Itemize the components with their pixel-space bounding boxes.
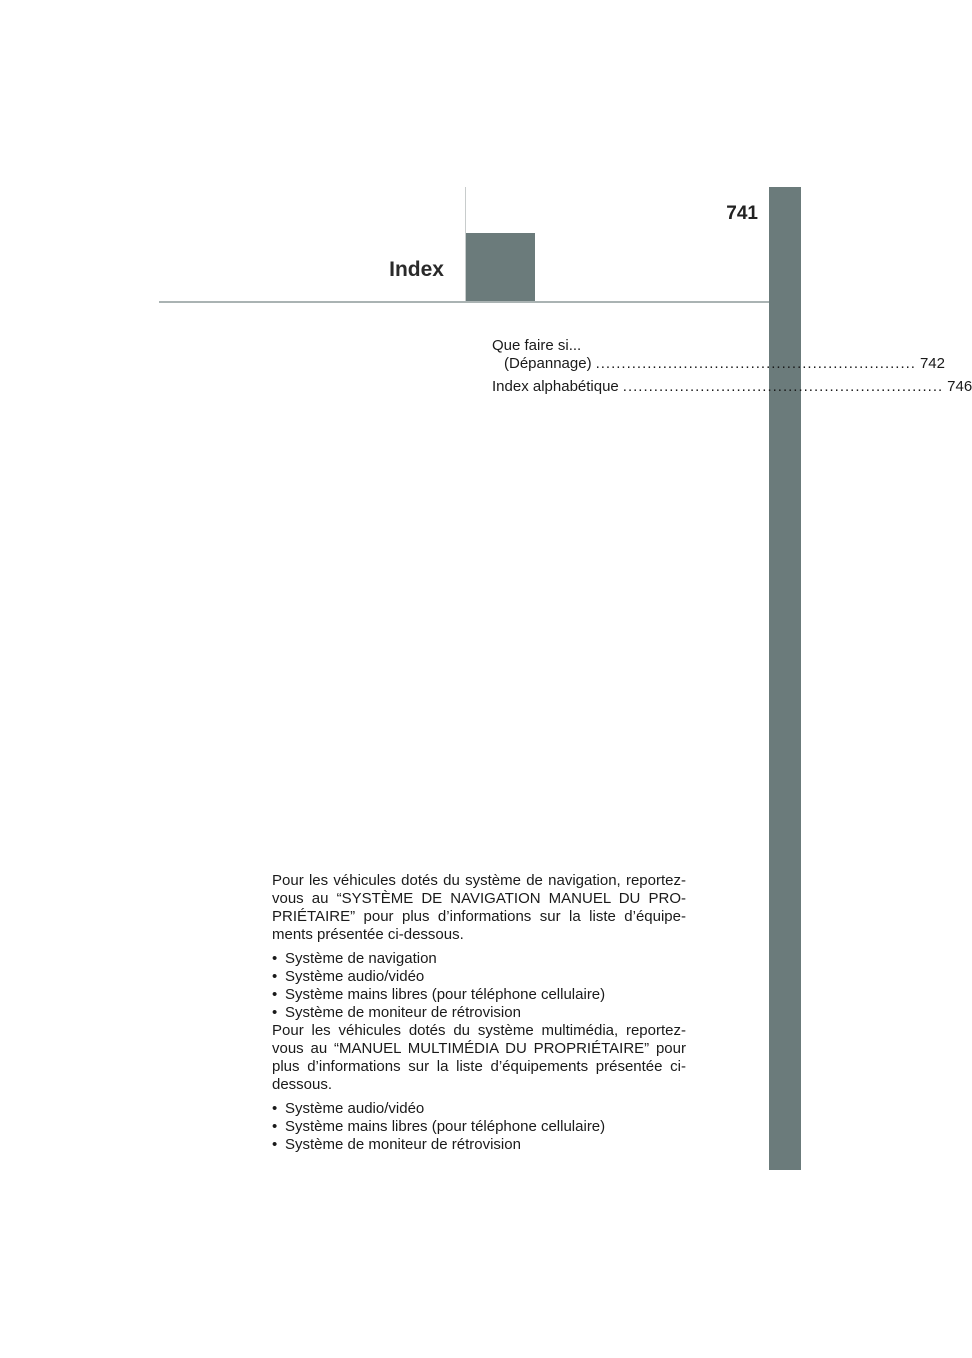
list-item: • Système mains libres (pour téléphone cellulaire) bbox=[272, 1118, 686, 1136]
toc-entry-subtitle: (Dépannage) bbox=[504, 355, 592, 372]
toc-entry-title: Index alphabétique bbox=[492, 378, 619, 395]
list-item: • Système audio/vidéo bbox=[272, 968, 686, 986]
list-item: • Système audio/vidéo bbox=[272, 1100, 686, 1118]
table-of-contents bbox=[492, 337, 972, 401]
toc-dot-leader: .............................................................. bbox=[595, 355, 916, 372]
list-item: • Système mains libres (pour téléphone cellulaire) bbox=[272, 986, 686, 1004]
toc-entry-alphabetical-index[interactable] bbox=[492, 378, 972, 396]
list-item: • Système de moniteur de rétrovision bbox=[272, 1136, 686, 1154]
header-rule bbox=[159, 301, 769, 303]
multimedia-system-paragraph: Pour les véhicules dotés du système multimédia, reportez-vous au “MANUEL MULTIMÉDIA DU PROPRIÉTAIRE” pour plus d’informations sur la liste d’équipements présentée ci-dessous. bbox=[272, 1022, 686, 1093]
toc-entry-troubleshooting[interactable] bbox=[492, 337, 945, 373]
multimedia-notes bbox=[272, 872, 686, 1154]
header-accent-block bbox=[466, 233, 535, 302]
toc-dot-leader: .............................................................. bbox=[622, 378, 944, 395]
navigation-system-paragraph: Pour les véhicules dotés du système de navigation, reportez-vous au “SYSTÈME DE NAVIGATION MANUEL DU PRO-PRIÉTAIRE” pour plus d’informations sur la liste d’équipe-ments présentée ci-dessous. bbox=[272, 872, 686, 943]
toc-entry-page: 746 bbox=[947, 378, 972, 395]
section-title: Index bbox=[389, 258, 444, 281]
list-item: • Système de navigation bbox=[272, 950, 686, 968]
toc-entry-page: 742 bbox=[919, 355, 945, 372]
page-number: 741 bbox=[726, 203, 758, 224]
navigation-equipment-list bbox=[272, 950, 686, 1022]
multimedia-equipment-list bbox=[272, 1100, 686, 1154]
list-item: • Système de moniteur de rétrovision bbox=[272, 1004, 686, 1022]
side-thumb-tab bbox=[769, 187, 801, 1170]
toc-entry-title: Que faire si... bbox=[492, 337, 582, 354]
